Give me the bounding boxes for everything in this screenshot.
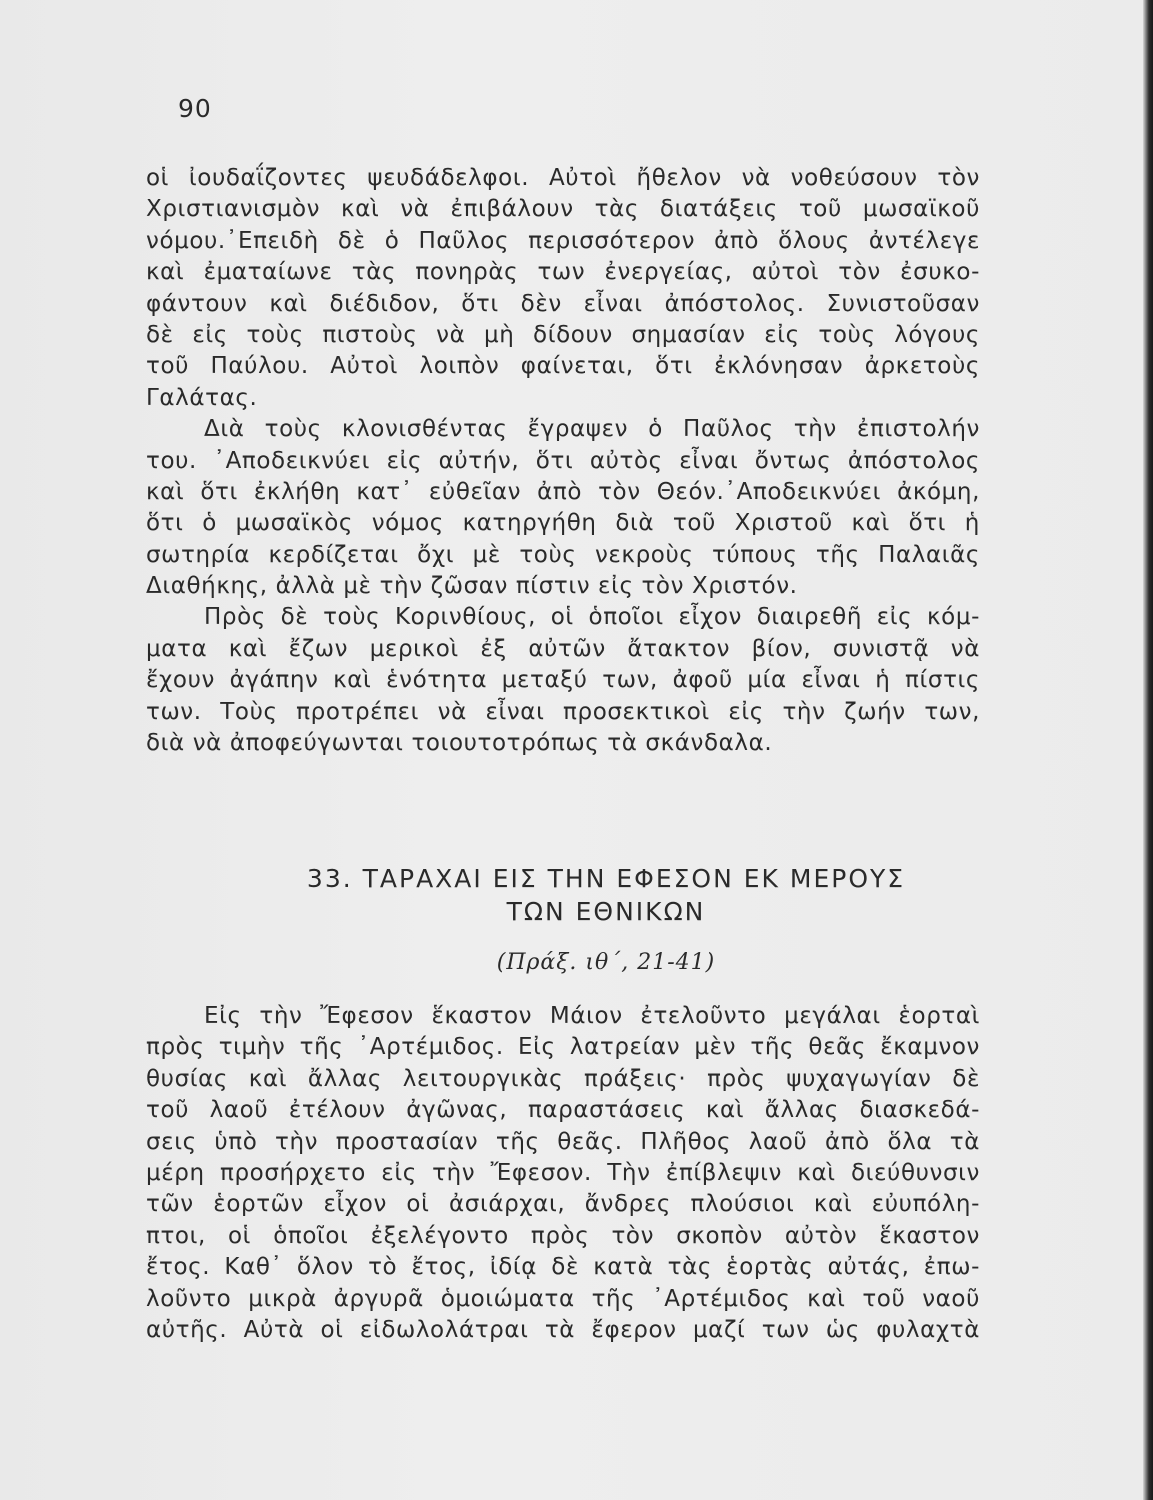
text-line: ματα καὶ ἔζων μερικοὶ ἐξ αὐτῶν ἄτακτον βίον, συνιστᾷ νὰ — [146, 635, 980, 662]
text-line: Διαθήκης, ἀλλὰ μὲ τὴν ζῶσαν πίστιν εἰς τὸν Χριστόν. — [146, 573, 798, 600]
text-line: τῶν ἑορτῶν εἶχον οἱ ἀσιάρχαι, ἄνδρες πλούσιοι καὶ εὐυπόλη- — [146, 1191, 980, 1218]
text-line: οἱ ἰουδαΐζοντες ψευδάδελφοι. Αὐτοὶ ἤθελον νὰ νοθεύσουν τὸν — [146, 165, 980, 191]
text-line: ἔχουν ἀγάπην καὶ ἑνότητα μεταξύ των, ἀφοῦ μία εἶναι ἡ πίστις — [146, 667, 980, 694]
text-line: τοῦ Παύλου. Αὐτοὶ λοιπὸν φαίνεται, ὅτι ἐκλόνησαν ἀρκετοὺς — [146, 353, 980, 380]
text-line: του. ᾿Αποδεικνύει εἰς αὐτήν, ὅτι αὐτὸς εἶναι ὄντως ἀπόστολος — [146, 447, 980, 474]
section-heading-line: 33. ΤΑΡΑΧΑΙ ΕΙΣ ΤΗΝ ΕΦΕΣΟΝ ΕΚ ΜΕΡΟΥΣ — [306, 864, 906, 893]
text-line: καὶ ὅτι ἐκλήθη κατ᾿ εὐθεῖαν ἀπὸ τὸν Θεόν.᾿Αποδεικνύει ἀκόμη, — [146, 478, 980, 505]
text-line: σεις ὑπὸ τὴν προστασίαν τῆς θεᾶς. Πλῆθος λαοῦ ἀπὸ ὅλα τὰ — [146, 1128, 980, 1155]
text-line: αὐτῆς. Αὐτὰ οἱ εἰδωλολάτραι τὰ ἔφερον μαζί των ὡς φυλαχτὰ — [146, 1316, 980, 1343]
text-line: δὲ εἰς τοὺς πιστοὺς νὰ μὴ δίδουν σημασίαν εἰς τοὺς λόγους — [146, 321, 980, 348]
text-line: πρὸς τιμὴν τῆς ᾿Αρτέμιδος. Εἰς λατρείαν μὲν τῆς θεᾶς ἔκαμνον — [146, 1034, 980, 1061]
text-line: σωτηρία κερδίζεται ὄχι μὲ τοὺς νεκροὺς τύπους τῆς Παλαιᾶς — [146, 541, 980, 568]
text-line: ὅτι ὁ μωσαϊκὸς νόμος κατηργήθη διὰ τοῦ Χριστοῦ καὶ ὅτι ἡ — [146, 510, 980, 537]
text-line: πτοι, οἱ ὁποῖοι ἐξελέγοντο πρὸς τὸν σκοπὸν αὐτὸν ἕκαστον — [146, 1222, 980, 1249]
text-line: θυσίας καὶ ἄλλας λειτουργικὰς πράξεις· πρὸς ψυχαγωγίαν δὲ — [146, 1065, 980, 1092]
section-heading — [146, 862, 1066, 928]
text-line: ἔτος. Καθ᾿ ὅλον τὸ ἔτος, ἰδίᾳ δὲ κατὰ τὰς ἑορτὰς αὐτάς, ἐπω- — [146, 1254, 980, 1281]
scan-edge-shadow — [1143, 0, 1153, 1500]
text-line: Εἰς τὴν Ἔφεσον ἕκαστον Μάιον ἐτελοῦντο μεγάλαι ἑορταὶ — [204, 1003, 980, 1029]
body-text-top — [146, 163, 980, 759]
text-line: φάντουν καὶ διέδιδον, ὅτι δὲν εἶναι ἀπόστολος. Συνιστοῦσαν — [146, 290, 980, 317]
page-number: 90 — [178, 94, 212, 123]
text-line: διὰ νὰ ἀποφεύγωνται τοιουτοτρόπως τὰ σκάνδαλα. — [146, 730, 773, 757]
text-line: νόμου.᾿Επειδὴ δὲ ὁ Παῦλος περισσότερον ἀπὸ ὅλους ἀντέλεγε — [146, 227, 980, 254]
section-heading-line: ΤΩΝ ΕΘΝΙΚΩΝ — [506, 897, 706, 926]
text-line: Γαλάτας. — [146, 384, 258, 411]
text-line: Χριστιανισμὸν καὶ νὰ ἐπιβάλουν τὰς διατάξεις τοῦ μωσαϊκοῦ — [146, 196, 980, 223]
text-line: των. Τοὺς προτρέπει νὰ εἶναι προσεκτικοὶ εἰς τὴν ζωήν των, — [146, 698, 980, 725]
text-line: τοῦ λαοῦ ἐτέλουν ἀγῶνας, παραστάσεις καὶ ἄλλας διασκεδά- — [146, 1097, 980, 1124]
text-line: Διὰ τοὺς κλονισθέντας ἔγραψεν ὁ Παῦλος τὴν ἐπιστολήν — [204, 416, 980, 443]
body-text-bottom — [146, 1001, 980, 1346]
text-line: Πρὸς δὲ τοὺς Κορινθίους, οἱ ὁποῖοι εἶχον διαιρεθῆ εἰς κόμ- — [204, 604, 980, 631]
scripture-reference: (Πράξ. ιθ΄, 21-41) — [496, 950, 716, 975]
text-line: μέρη προσήρχετο εἰς τὴν Ἔφεσον. Τὴν ἐπίβλεψιν καὶ διεύθυνσιν — [146, 1159, 980, 1186]
text-line: λοῦντο μικρὰ ἀργυρᾶ ὁμοιώματα τῆς ᾿Αρτέμιδος καὶ τοῦ ναοῦ — [146, 1285, 980, 1312]
text-line: καὶ ἐματαίωνε τὰς πονηρὰς των ἐνεργείας, αὐτοὶ τὸν ἐσυκο- — [146, 259, 980, 286]
